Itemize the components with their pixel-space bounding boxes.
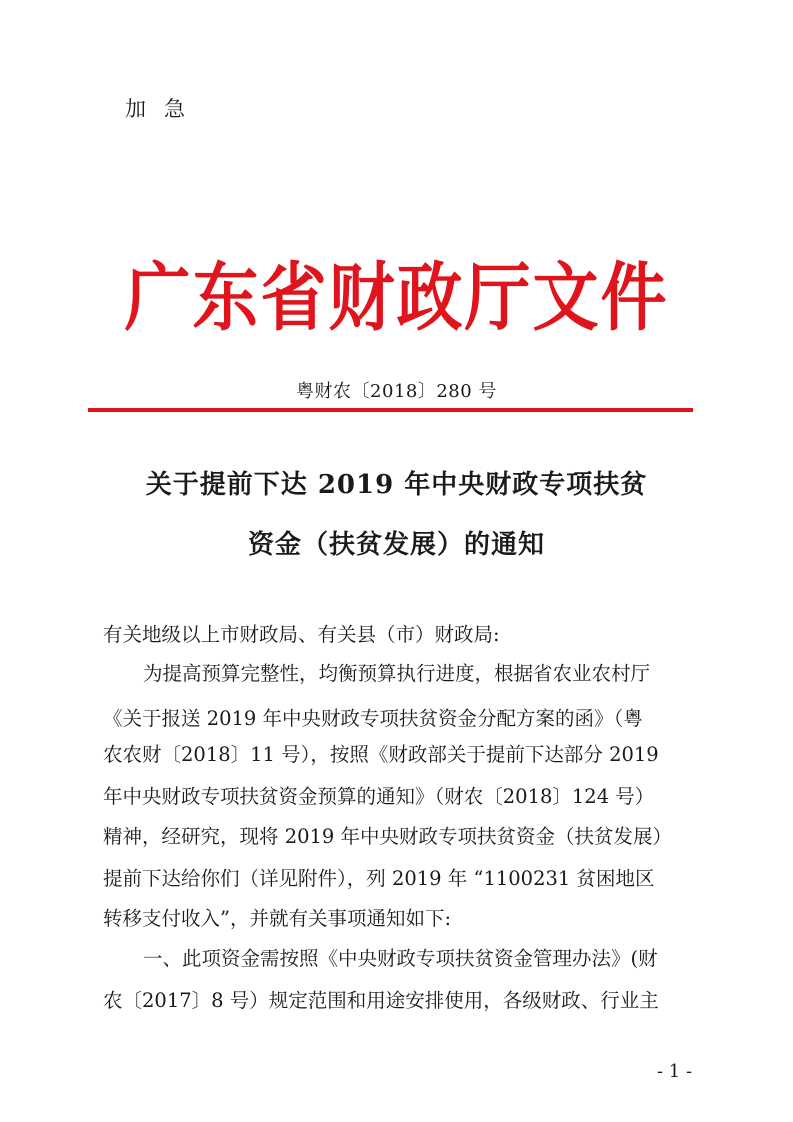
- document-title-line-2: 资金（扶贫发展）的通知: [247, 530, 545, 560]
- document-title-line-1: 关于提前下达 2019 年中央财政专项扶贫: [145, 470, 648, 500]
- body-line: 转移支付收入”，并就有关事项通知如下:: [103, 907, 452, 930]
- body-line: 年中央财政专项扶贫资金预算的通知》（财农〔2018〕124 号）: [103, 785, 655, 808]
- issuer-header: 广东省财政厅文件: [124, 254, 669, 342]
- page-number: - 1 -: [657, 1061, 693, 1082]
- body-line: 农〔2017〕8 号）规定范围和用途安排使用，各级财政、行业主: [103, 989, 659, 1012]
- body-line: 为提高预算完整性，均衡预算执行进度，根据省农业农村厅: [143, 662, 651, 685]
- body-line: 一、此项资金需按照《中央财政专项扶贫资金管理办法》(财: [143, 947, 658, 970]
- body-line: 《关于报送 2019 年中央财政专项扶贫资金分配方案的函》（粤: [103, 707, 643, 730]
- body-line: 精神，经研究，现将 2019 年中央财政专项扶贫资金（扶贫发展）: [103, 825, 673, 848]
- body-line: 农农财〔2018〕11 号），按照《财政部关于提前下达部分 2019: [103, 743, 659, 766]
- urgency-label: 加急: [125, 97, 203, 121]
- addressee-line: 有关地级以上市财政局、有关县（市）财政局:: [103, 623, 500, 646]
- body-line: 提前下达给你们（详见附件），列 2019 年 “1100231 贫困地区: [103, 867, 655, 890]
- red-divider-line: [88, 408, 693, 412]
- document-number: 粤财农〔2018〕280 号: [296, 381, 497, 402]
